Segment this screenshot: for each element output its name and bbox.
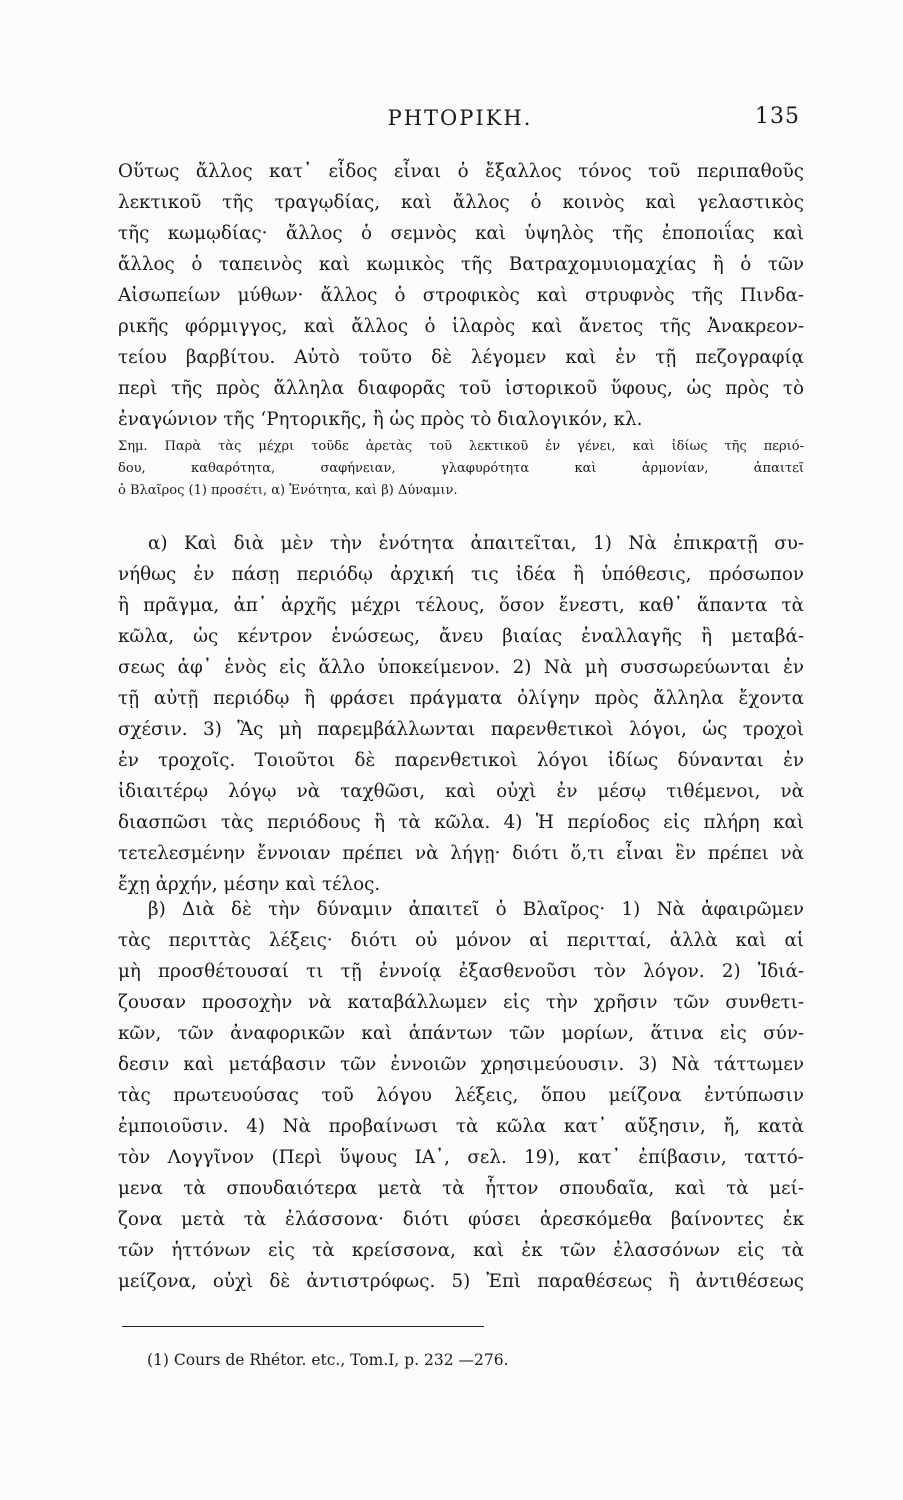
note-block: [118, 436, 804, 502]
paragraph-2: [118, 528, 804, 900]
footnote-rule: [122, 1326, 484, 1327]
text-line: β) Διὰ δὲ τὴν δύναμιν ἀπαιτεῖ ὁ Βλαῖρος· 1) Νὰ ἀφαιρῶμεν: [148, 899, 804, 920]
text-line: ζουσαν προσοχὴν νὰ καταβάλλωμεν εἰς τὴν χρῆσιν τῶν συνθετι-: [118, 992, 804, 1013]
text-line: σεως ἀφ᾽ ἑνὸς εἰς ἄλλο ὑποκείμενον. 2) Νὰ μὴ συσσωρεύωνται ἐν: [118, 657, 804, 678]
text-line: κῶν, τῶν ἀναφορικῶν καὶ ἁπάντων τῶν μορίων, ἅτινα εἰς σύν-: [118, 1023, 804, 1044]
text-line: μείζονα, οὐχὶ δὲ ἀντιστρόφως. 5) Ἐπὶ παραθέσεως ἢ ἀντιθέσεως: [118, 1271, 804, 1292]
text-line: τῆς κωμῳδίας· ἄλλος ὁ σεμνὸς καὶ ὑψηλὸς τῆς ἐποποιΐας καὶ: [118, 223, 804, 244]
text-line: κῶλα, ὡς κέντρον ἑνώσεως, ἄνευ βιαίας ἐναλλαγῆς ἢ μεταβά-: [118, 626, 804, 647]
page-number: 135: [755, 104, 800, 129]
text-line: τῇ αὐτῇ περιόδῳ ἢ φράσει πράγματα ὀλίγην πρὸς ἄλληλα ἔχοντα: [118, 688, 804, 709]
text-line: σχέσιν. 3) Ἃς μὴ παρεμβάλλωνται παρενθετικοὶ λόγοι, ὡς τροχοὶ: [118, 719, 804, 740]
text-line: διασπῶσι τὰς περιόδους ἢ τὰ κῶλα. 4) Ἡ περίοδος εἰς πλήρη καὶ: [118, 812, 804, 833]
text-line: τὰς περιττὰς λέξεις· διότι οὐ μόνον αἱ περιτταί, ἀλλὰ καὶ αἱ: [118, 930, 804, 951]
running-head: [120, 104, 800, 138]
note-line: Σημ. Παρὰ τὰς μέχρι τοῦδε ἀρετὰς τοῦ λεκτικοῦ ἐν γένει, καὶ ἰδίως τῆς περιό-: [118, 439, 804, 454]
text-line: τῶν ἡττόνων εἰς τὰ κρείσσονα, καὶ ἐκ τῶν ἐλασσόνων εἰς τὰ: [118, 1240, 804, 1261]
text-line: ἐμποιοῦσιν. 4) Νὰ προβαίνωσι τὰ κῶλα κατ᾽ αὔξησιν, ἤ, κατὰ: [118, 1116, 804, 1137]
note-line: ὁ Βλαῖρος (1) προσέτι, α) Ἑνότητα, καὶ β) Δύναμιν.: [118, 483, 458, 498]
text-line: δεσιν καὶ μετάβασιν τῶν ἐννοιῶν χρησιμεύουσιν. 3) Νὰ τάττωμεν: [118, 1054, 804, 1075]
text-line: περὶ τῆς πρὸς ἄλληλα διαφορᾶς τοῦ ἱστορικοῦ ὕφους, ὡς πρὸς τὸ: [118, 378, 804, 399]
text-line: τετελεσμένην ἔννοιαν πρέπει νὰ λήγῃ· διότι ὅ,τι εἶναι ἓν πρέπει νὰ: [118, 843, 804, 864]
text-line: ἔχῃ ἀρχήν, μέσην καὶ τέλος.: [118, 874, 381, 895]
paragraph-3: [118, 894, 804, 1297]
text-line: μὴ προσθέτουσαί τι τῇ ἐννοίᾳ ἐξασθενοῦσι τὸν λόγον. 2) Ἰδιά-: [118, 961, 804, 982]
text-line: τὰς πρωτευούσας τοῦ λόγου λέξεις, ὅπου μείζονα ἐντύπωσιν: [118, 1085, 804, 1106]
text-line: ἰδιαιτέρῳ λόγῳ νὰ ταχθῶσι, καὶ οὐχὶ ἐν μέσῳ τιθέμενοι, νὰ: [118, 781, 804, 802]
text-line: Οὕτως ἄλλος κατ᾽ εἶδος εἶναι ὁ ἔξαλλος τόνος τοῦ περιπαθοῦς: [118, 161, 804, 182]
text-line: τείου βαρβίτου. Αὐτὸ τοῦτο δὲ λέγομεν καὶ ἐν τῇ πεζογραφίᾳ: [118, 347, 804, 368]
text-line: ἐν τροχοῖς. Τοιοῦτοι δὲ παρενθετικοὶ λόγοι ἰδίως δύνανται ἐν: [118, 750, 804, 771]
text-line: λεκτικοῦ τῆς τραγῳδίας, καὶ ἄλλος ὁ κοινὸς καὶ γελαστικὸς: [118, 192, 804, 213]
text-line: τὸν Λογγῖνον (Περὶ ὕψους ΙΑ᾽, σελ. 19), κατ᾽ ἐπίβασιν, ταττό-: [118, 1147, 804, 1168]
paragraph-1: [118, 156, 804, 435]
text-line: ρικῆς φόρμιγγος, καὶ ἄλλος ὁ ἱλαρὸς καὶ ἄνετος τῆς Ἀνακρεον-: [118, 316, 804, 337]
text-line: α) Καὶ διὰ μὲν τὴν ἑνότητα ἀπαιτεῖται, 1) Νὰ ἐπικρατῇ συ-: [148, 533, 804, 554]
running-title: ΡΗΤΟΡΙΚΗ.: [387, 106, 533, 130]
note-line: δου, καθαρότητα, σαφήνειαν, γλαφυρότητα καὶ ἁρμονίαν, ἀπαιτεῖ: [118, 461, 804, 476]
text-line: ἐναγώνιον τῆς ‘Ρητορικῆς, ἢ ὡς πρὸς τὸ διαλογικόν, κλ.: [118, 409, 643, 430]
text-line: ἢ πρᾶγμα, ἀπ᾽ ἀρχῆς μέχρι τέλους, ὅσον ἔνεστι, καθ᾽ ἅπαντα τὰ: [118, 595, 804, 616]
text-line: νήθως ἐν πάσῃ περιόδῳ ἀρχική τις ἰδέα ἢ ὑπόθεσις, πρόσωπον: [118, 564, 804, 585]
text-line: ἄλλος ὁ ταπεινὸς καὶ κωμικὸς τῆς Βατραχομυιομαχίας ἢ ὁ τῶν: [118, 254, 804, 275]
text-line: Αἰσωπείων μύθων· ἄλλος ὁ στροφικὸς καὶ στρυφνὸς τῆς Πινδα-: [118, 285, 804, 306]
footnote: (1) Cours de Rhétor. etc., Tom.I, p. 232 —276.: [147, 1351, 509, 1369]
text-line: ζονα μετὰ τὰ ἐλάσσονα· διότι φύσει ἀρεσκόμεθα βαίνοντες ἐκ: [118, 1209, 804, 1230]
text-line: μενα τὰ σπουδαιότερα μετὰ τὰ ἧττον σπουδαῖα, καὶ τὰ μεί-: [118, 1178, 804, 1199]
